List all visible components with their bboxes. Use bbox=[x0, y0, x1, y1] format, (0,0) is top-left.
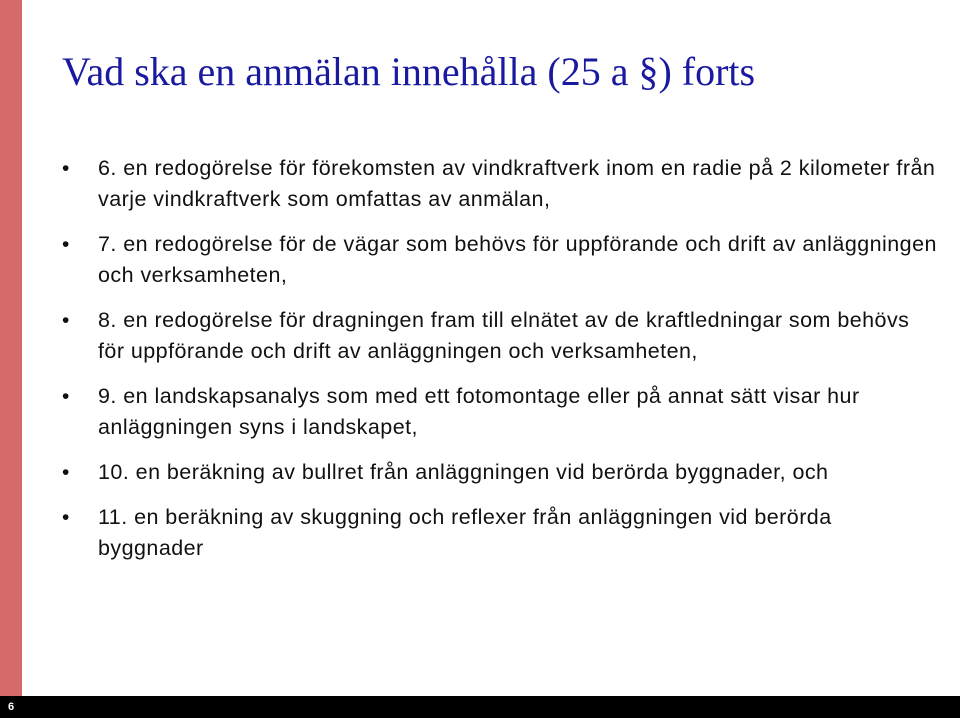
list-item bbox=[62, 502, 942, 564]
bullet-text: 8. en redogörelse för dragningen fram till elnätet av de kraftledningar som behövs för uppförande och drift av anläggningen och verksamheten, bbox=[98, 308, 910, 363]
bullet-list bbox=[62, 153, 942, 578]
list-item bbox=[62, 153, 942, 215]
bullet-dot-icon: • bbox=[62, 385, 70, 408]
list-item bbox=[62, 229, 942, 291]
list-item bbox=[62, 457, 942, 488]
list-item bbox=[62, 305, 942, 367]
bullet-text: 7. en redogörelse för de vägar som behövs för uppförande och drift av anläggningen och verksamheten, bbox=[98, 232, 937, 287]
bullet-dot-icon: • bbox=[62, 157, 70, 180]
footer-bar bbox=[0, 696, 960, 718]
bullet-text: 9. en landskapsanalys som med ett fotomontage eller på annat sätt visar hur anläggningen syns i landskapet, bbox=[98, 384, 860, 439]
bullet-dot-icon: • bbox=[62, 506, 70, 529]
page-number: 6 bbox=[8, 701, 15, 713]
bullet-text: 10. en beräkning av bullret från anläggningen vid berörda byggnader, och bbox=[98, 460, 829, 484]
bullet-text: 11. en beräkning av skuggning och reflexer från anläggningen vid berörda byggnader bbox=[98, 505, 832, 560]
bullet-dot-icon: • bbox=[62, 461, 70, 484]
bullet-dot-icon: • bbox=[62, 233, 70, 256]
list-item bbox=[62, 381, 942, 443]
slide-title: Vad ska en anmälan innehålla (25 a §) forts bbox=[62, 49, 756, 94]
bullet-text: 6. en redogörelse för förekomsten av vindkraftverk inom en radie på 2 kilometer från varje vindkraftverk som omfattas av anmälan, bbox=[98, 156, 936, 211]
bullet-dot-icon: • bbox=[62, 309, 70, 332]
left-accent-bar bbox=[0, 0, 22, 696]
